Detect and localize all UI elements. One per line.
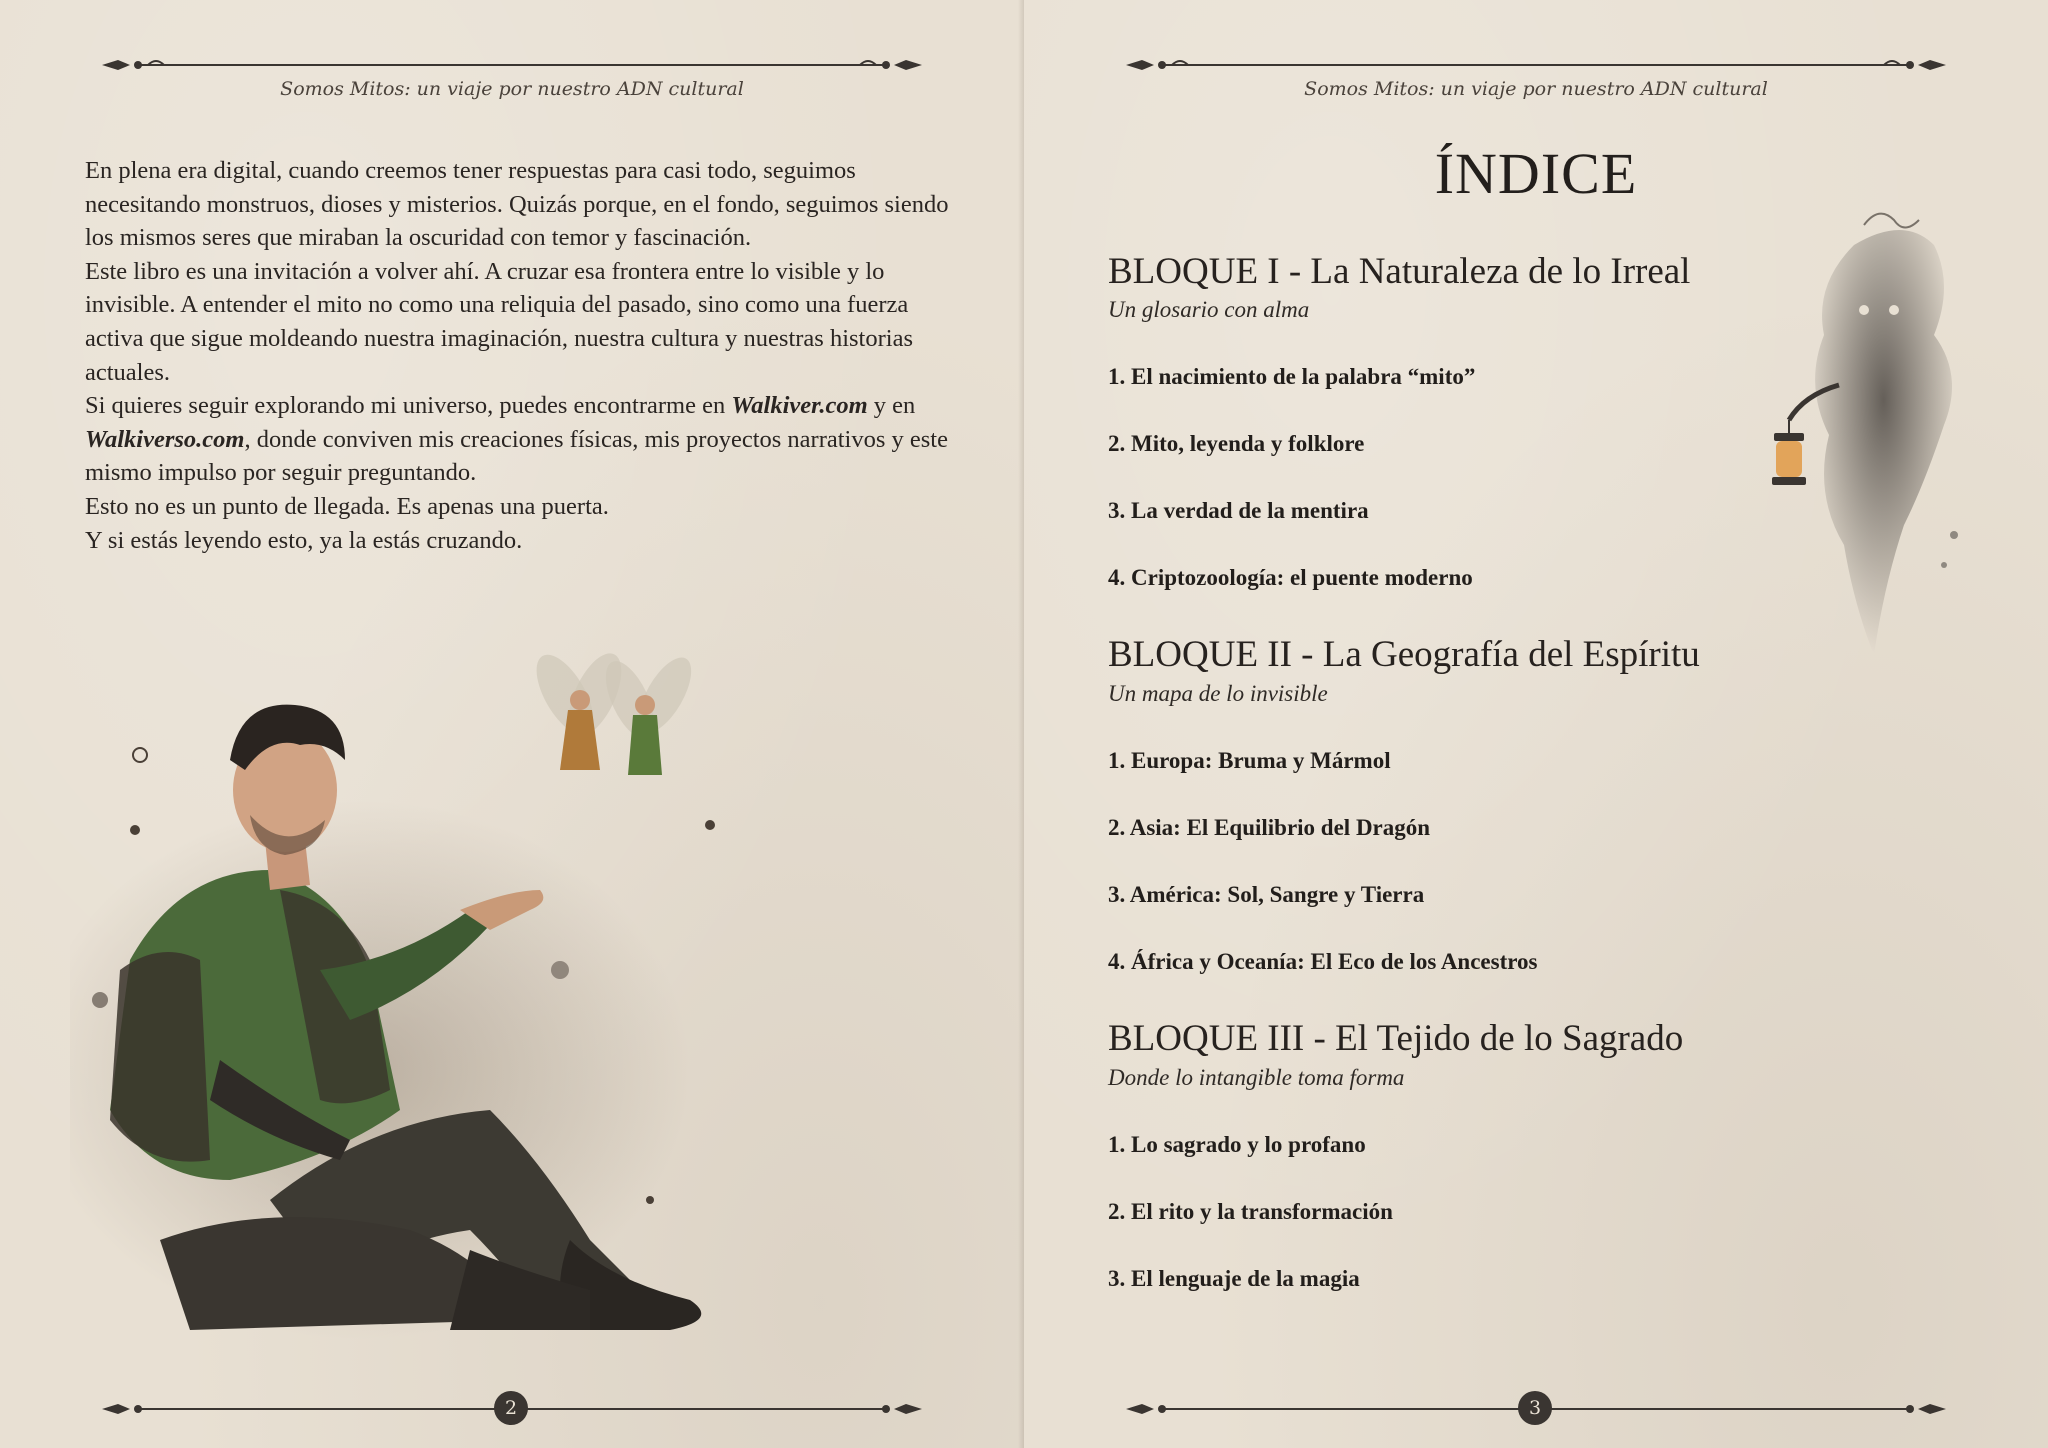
closing-line-1: Esto no es un punto de llegada. Es apenas una puerta. xyxy=(85,492,609,520)
man-with-fairies-illustration xyxy=(70,640,810,1360)
fairy-right xyxy=(596,650,702,775)
toc-item[interactable]: 1. Lo sagrado y lo profano xyxy=(1108,1132,1366,1157)
block-3-subtitle: Donde lo intangible toma forma xyxy=(1108,1065,1405,1090)
toc-item[interactable]: 4. Criptozoología: el puente moderno xyxy=(1108,565,1473,590)
closing-line-2: Y si estás leyendo esto, ya la estás cruzando. xyxy=(85,526,523,554)
running-head: Somos Mitos: un viaje por nuestro ADN cultural xyxy=(1304,78,1768,100)
block-3-title: BLOQUE III - El Tejido de lo Sagrado xyxy=(1108,1018,1684,1059)
top-ornament-rule-icon xyxy=(100,54,924,76)
block-2-subtitle: Un mapa de lo invisible xyxy=(1108,681,1328,706)
walkiverso-link[interactable]: Walkiverso.com xyxy=(85,425,245,453)
block-1-subtitle: Un glosario con alma xyxy=(1108,297,1310,322)
toc-title: ÍNDICE xyxy=(1434,141,1638,206)
page-number: 3 xyxy=(1518,1391,1552,1425)
page-number: 2 xyxy=(494,1391,528,1425)
toc-item[interactable]: 4. África y Oceanía: El Eco de los Ancestros xyxy=(1108,949,1538,974)
paragraph-3: Si quieres seguir explorando mi universo, puedes encontrarme en Walkiver.com y en Walkiverso.com, donde conviven mis creaciones físicas, mis proyectos narrativos y este mismo impulso por seguir preguntando. xyxy=(85,392,948,487)
toc-item[interactable]: 3. La verdad de la mentira xyxy=(1108,498,1369,523)
toc-item[interactable]: 1. Europa: Bruma y Mármol xyxy=(1108,748,1391,773)
walkiver-link[interactable]: Walkiver.com xyxy=(731,392,868,420)
running-head: Somos Mitos: un viaje por nuestro ADN cultural xyxy=(280,78,744,100)
toc-item[interactable]: 1. El nacimiento de la palabra “mito” xyxy=(1108,364,1476,389)
paragraph-1: En plena era digital, cuando creemos tener respuestas para casi todo, seguimos necesitando monstruos, dioses y misterios. Quizás porque, en el fondo, seguimos siendo los mismos seres que miraban la oscuridad con temor y fascinación. xyxy=(85,157,949,252)
toc-item[interactable]: 3. América: Sol, Sangre y Tierra xyxy=(1108,882,1425,907)
ghost-with-lantern-illustration xyxy=(1734,205,1984,705)
lantern-icon xyxy=(1772,420,1806,485)
intro-text xyxy=(85,154,955,557)
right-page xyxy=(1024,0,2048,1448)
toc-item[interactable]: 2. Asia: El Equilibrio del Dragón xyxy=(1108,815,1431,840)
toc-item[interactable]: 2. Mito, leyenda y folklore xyxy=(1108,431,1365,456)
toc-item[interactable]: 3. El lenguaje de la magia xyxy=(1108,1266,1360,1291)
paragraph-2: Este libro es una invitación a volver ahí. A cruzar esa frontera entre lo visible y lo invisible. A entender el mito no como una reliquia del pasado, sino como una fuerza activa que sigue moldeando nuestra imaginación, nuestra cultura y nuestras historias actuales. xyxy=(85,257,913,386)
block-1-title: BLOQUE I - La Naturaleza de lo Irreal xyxy=(1108,251,1691,292)
toc-item[interactable]: 2. El rito y la transformación xyxy=(1108,1199,1393,1224)
block-2-title: BLOQUE II - La Geografía del Espíritu xyxy=(1108,634,1700,675)
top-ornament-rule-icon xyxy=(1124,54,1948,76)
